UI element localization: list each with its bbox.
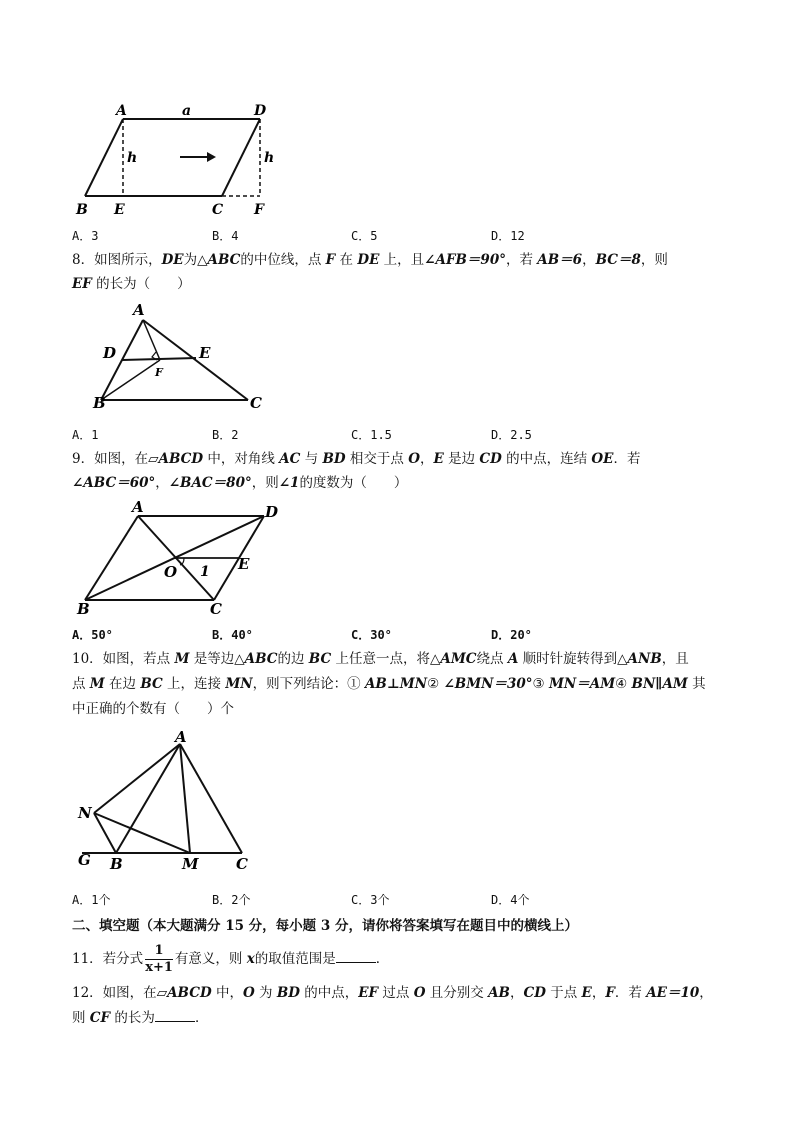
- q10-option-a[interactable]: A．1个: [72, 893, 111, 907]
- q10-text: ，则下列结论：①: [252, 676, 365, 692]
- q9-math: BD: [322, 451, 346, 467]
- q11-math: x: [246, 951, 255, 967]
- q10-text: 上任意一点，将: [331, 651, 430, 667]
- q12-text: 中，: [211, 985, 243, 1001]
- q10-stem-line1: [72, 647, 732, 671]
- label-G: G: [78, 851, 91, 869]
- q12-text: ，: [591, 985, 606, 1001]
- q10-math: M: [89, 676, 105, 692]
- q8-math: ∠AFB＝90°: [424, 252, 506, 268]
- q8-option-a[interactable]: A．1: [72, 428, 99, 442]
- q10-math: MN: [225, 676, 253, 692]
- q10-text: 点: [72, 676, 90, 692]
- q10-math: MN＝AM: [548, 676, 616, 692]
- q11-text: 11．若分式: [72, 951, 144, 967]
- label-B: B: [76, 202, 88, 218]
- q9-text: ．若: [613, 451, 641, 467]
- q12-text: 为: [254, 985, 277, 1001]
- q8-math: ABC: [207, 252, 241, 268]
- q7-option-d[interactable]: D．12: [491, 229, 525, 243]
- q9-text: ，: [155, 475, 169, 491]
- q8-text: 在: [335, 252, 358, 268]
- q11-answer-blank[interactable]: [336, 948, 376, 963]
- q10-text: ②: [427, 676, 444, 692]
- q9-math: E: [433, 451, 444, 467]
- q10-math: △ANB: [617, 651, 662, 667]
- q9-text: ，: [419, 451, 434, 467]
- q12-text: 12．如图，在: [72, 985, 157, 1001]
- label-A: A: [133, 301, 145, 319]
- q10-math: ∠BMN＝30°: [443, 676, 533, 692]
- q9-option-b[interactable]: B．40°: [212, 628, 253, 642]
- q10-text: 顺时针旋转得到: [518, 651, 618, 667]
- q7-option-b[interactable]: B．4: [212, 229, 239, 243]
- segment-NB: [94, 813, 116, 853]
- label-E: E: [238, 555, 250, 573]
- q12-stem-line2: [72, 1006, 732, 1030]
- q12-answer-blank[interactable]: [155, 1007, 195, 1022]
- q9-text: 与: [300, 451, 323, 467]
- label-D: D: [103, 344, 117, 362]
- q9-math: O: [408, 451, 420, 467]
- label-D: D: [265, 503, 279, 521]
- q12-math: AB: [488, 985, 510, 1001]
- label-1: 1: [200, 564, 210, 580]
- q9-text: 的中点，连结: [501, 451, 592, 467]
- q8-text: 8．如图所示，: [72, 252, 162, 268]
- label-M: M: [182, 855, 199, 873]
- q7-option-c[interactable]: C．5: [351, 229, 378, 243]
- q9-math: ∠ABC＝60°: [72, 475, 156, 491]
- figure-q10-triangle: [72, 728, 262, 876]
- label-D: D: [254, 103, 267, 119]
- q12-math: EF: [358, 985, 379, 1001]
- q12-text: 过点: [378, 985, 414, 1001]
- q9-text: 9．如图，在: [72, 451, 149, 467]
- label-A: A: [132, 498, 144, 516]
- q12-math: AE＝10: [646, 985, 700, 1001]
- q8-math: DE: [357, 252, 380, 268]
- q12-math: ▱ABCD: [156, 985, 212, 1001]
- label-E: E: [114, 202, 125, 218]
- q12-math: BD: [276, 985, 300, 1001]
- q8-math: EF: [72, 276, 92, 292]
- segment-MN: [94, 813, 190, 853]
- label-C: C: [212, 202, 224, 218]
- q10-option-d[interactable]: D．4个: [491, 893, 530, 907]
- q12-text: ，: [509, 985, 524, 1001]
- q12-math: E: [581, 985, 592, 1001]
- q10-stem-line2: [72, 672, 732, 696]
- q10-text: 是等边: [189, 651, 235, 667]
- label-F: F: [254, 202, 264, 218]
- q9-math: ∠BAC＝80°: [168, 475, 252, 491]
- q8-option-b[interactable]: B．2: [212, 428, 239, 442]
- q8-math: AB＝6: [537, 252, 583, 268]
- q8-option-d[interactable]: D．2.5: [491, 428, 532, 442]
- q9-math: ▱ABCD: [148, 451, 204, 467]
- q12-math: O: [242, 985, 255, 1001]
- segment-AB: [116, 744, 180, 853]
- q9-math: ∠1: [278, 475, 300, 491]
- section-heading-fill-in: 二、填空题（本大题满分 15 分，每小题 3 分，请你将答案填写在题目中的横线上）: [72, 918, 578, 934]
- q10-option-c[interactable]: C．3个: [351, 893, 390, 907]
- figure-q7-parallelogram: [70, 100, 290, 222]
- q10-text: 中正确的个数有（ ）个: [72, 701, 234, 717]
- q11-text: 有意义，则: [174, 951, 247, 967]
- label-C: C: [250, 394, 262, 412]
- q12-text: 的长为: [110, 1010, 155, 1026]
- q12-stem-line1: [72, 981, 732, 1005]
- q8-math: DE: [161, 252, 184, 268]
- q10-math: BN∥AM: [631, 676, 688, 692]
- q10-text: 在边: [104, 676, 141, 692]
- label-B: B: [93, 394, 106, 412]
- q11-fraction-numerator: 1: [145, 943, 173, 960]
- q8-text: 的长为（ ）: [91, 276, 191, 292]
- q12-text: 的中点，: [299, 985, 359, 1001]
- q8-stem-line1: [72, 248, 732, 272]
- q10-math: △ABC: [234, 651, 278, 667]
- q12-text: ．: [194, 1010, 209, 1026]
- figure-q8-triangle: [95, 300, 275, 415]
- q8-math: F: [325, 252, 336, 268]
- q12-math: O: [413, 985, 426, 1001]
- q10-math: AB⊥MN: [364, 676, 428, 692]
- q9-option-c[interactable]: C．30°: [351, 628, 392, 642]
- q8-stem-line2: [72, 272, 732, 296]
- q10-text: ③: [532, 676, 549, 692]
- q8-text: ，若: [505, 252, 538, 268]
- q12-math: CD: [523, 985, 546, 1001]
- q10-text: ④: [615, 676, 632, 692]
- q10-math: A: [507, 651, 519, 667]
- q9-option-a[interactable]: A．50°: [72, 628, 113, 642]
- label-A: A: [116, 103, 127, 119]
- q9-text: 相交于点: [345, 451, 409, 467]
- segment-AB: [85, 119, 123, 196]
- q10-text: 上，连接: [162, 676, 226, 692]
- q10-text: 其: [687, 676, 706, 692]
- q11-stem: [72, 942, 732, 976]
- label-A: A: [175, 728, 187, 746]
- arrow-head: [207, 152, 216, 162]
- q9-text: 是边: [443, 451, 480, 467]
- label-N: N: [78, 804, 92, 822]
- q11-fraction-denominator: x+1: [145, 960, 173, 975]
- q10-math: M: [174, 651, 190, 667]
- label-h-right: h: [264, 150, 275, 166]
- q9-math: CD: [479, 451, 502, 467]
- q12-text: ．若: [614, 985, 647, 1001]
- q8-text: ，则: [640, 252, 668, 268]
- q7-option-a[interactable]: A．3: [72, 229, 99, 243]
- q11-fraction: [145, 943, 173, 976]
- label-a: a: [182, 103, 192, 119]
- label-C: C: [210, 600, 222, 618]
- label-h-left: h: [127, 150, 138, 166]
- q12-text: 则: [72, 1010, 90, 1026]
- label-B: B: [77, 600, 90, 618]
- q8-text: 的中位线，点: [240, 252, 326, 268]
- q8-option-c[interactable]: C．1.5: [351, 428, 392, 442]
- q10-text: 10．如图，若点: [72, 651, 175, 667]
- q11-text: 的取值范围是: [254, 951, 336, 967]
- q10-stem-line3: [72, 697, 732, 721]
- q10-text: 绕点: [476, 651, 508, 667]
- q9-text: ，则: [251, 475, 279, 491]
- q10-text: ，且: [661, 651, 689, 667]
- q10-text: 的边: [277, 651, 309, 667]
- q10-math: BC: [308, 651, 332, 667]
- q9-stem-line2: [72, 471, 732, 495]
- q10-math: △AMC: [430, 651, 477, 667]
- q10-math: BC: [140, 676, 163, 692]
- q12-math: CF: [89, 1010, 111, 1026]
- segment-DC: [222, 119, 260, 196]
- label-F: F: [155, 366, 163, 379]
- segment-AN: [94, 744, 180, 813]
- q9-math: AC: [279, 451, 301, 467]
- label-E: E: [199, 344, 211, 362]
- q11-text: ．: [375, 951, 390, 967]
- q12-text: ，: [699, 985, 713, 1001]
- q9-stem-line1: [72, 447, 732, 471]
- q8-text: 为△: [183, 252, 208, 268]
- q10-option-b[interactable]: B．2个: [212, 893, 251, 907]
- label-B: B: [110, 855, 123, 873]
- q9-text: 的度数为（ ）: [299, 475, 408, 491]
- figure-q9-parallelogram: [72, 497, 287, 619]
- q9-text: 中，对角线: [203, 451, 280, 467]
- q8-text: 上，且: [379, 252, 425, 268]
- q9-option-d[interactable]: D．20°: [491, 628, 532, 642]
- q12-text: 于点: [545, 985, 582, 1001]
- label-C: C: [236, 855, 248, 873]
- q9-math: OE: [591, 451, 614, 467]
- q12-math: F: [605, 985, 615, 1001]
- q12-text: 且分别交: [425, 985, 489, 1001]
- label-O: O: [164, 563, 178, 581]
- q8-text: ，: [582, 252, 596, 268]
- q8-math: BC＝8: [595, 252, 641, 268]
- segment-BF: [101, 360, 160, 400]
